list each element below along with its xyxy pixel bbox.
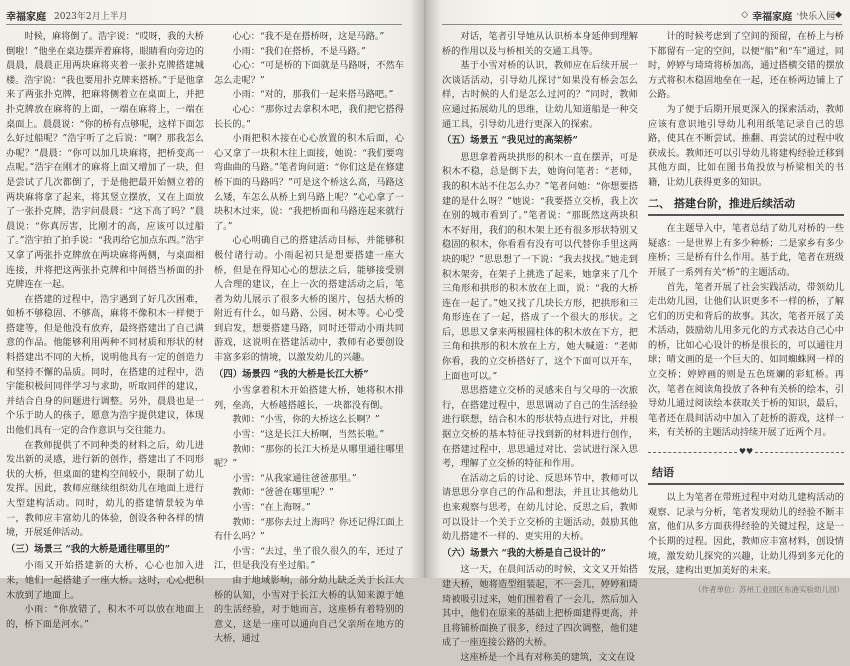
paragraph: 计的时候考虑到了空间的预留，在桥上与桥下都留有一定的空间，以便“船”和“车”通过，同时，婷婷与琦琦将桥加高，通过搭横交错的摆放方式将积木稳固地垒在一起，还在桥两边铺上了公路。 <box>648 31 844 101</box>
right-column-2 <box>648 30 844 594</box>
left-page <box>0 0 418 645</box>
left-column-2 <box>214 30 404 645</box>
paragraph: 小雪：“在上海呀。” <box>232 502 311 513</box>
subsection-heading: （三）场景三 “我的大桥是通往哪里的” <box>6 543 171 555</box>
left-column-1 <box>6 30 204 630</box>
paragraph: 心心明确自己的搭建活动目标，并能够积极付诸行动。小雨起初只是想要搭建一座大桥，但是在得知心心的想法之后，能够接受别人合理的建议，在上一次的搭建活动之后，笔者为幼儿展示了很多大桥的图片，包括大桥的附近有什么，如马路、公园、树木等。心心受到启发，想要搭建马路，同时还带动小雨共同游戏，这说明在搭建活动中，教师有必要创设丰富多彩的情境，以激发幼儿的兴趣。 <box>214 235 404 364</box>
paragraph: 小雪：“这是长江大桥啊，当然长啦。” <box>232 429 385 441</box>
divider-line <box>648 452 737 453</box>
right-column-1 <box>442 30 638 663</box>
section-title: 搭建台阶，推进后续活动 <box>674 196 795 210</box>
section-number: 二、 <box>648 196 670 210</box>
paragraph: 时候，麻将倒了。浩宇说：“哎呀，我的大桥倒啦！”他坐在桌边摆弄着麻将，眼睛看向旁边的晨晨，晨晨正用两块麻将夹着一张扑克牌搭建城楼。浩宇说：“我也要用扑克牌来搭桥。”于是他拿来了两张扑克牌，把麻将侧着立在桌面上，并把扑克牌放在麻将的上面，一端在麻将上，一端在桌面上。晨晨说：“你的桥有点够呢，这样下面怎么好过船呢？”浩宇听了之后说：“啊？那我怎么办呢？”晨晨：“你可以加几块麻将，把桥变高一点呢。”浩宇在刚才的麻将上面又增加了一块，但是尝试了几次都倒了，于是他把最开始侧立着的两块麻将拿了起来，将其竖立摆放，又在上面放了一张扑克牌，浩宇问晨晨：“这下高了吗？”晨晨说：“你真厉害，比刚才的高，应该可以过船了。”浩宇拍了拍手说：“我再给它加点东西。”浩宇又拿了两张扑克牌放在两块麻将两侧，与桌面相连接，并将把这两张扑克牌和中间搭当桥面的扑克牌连在一起。 <box>6 31 204 291</box>
author-credit: （作者单位：苏州工业园区东港实验幼儿园） <box>694 584 844 594</box>
paragraph: 心心：“可是桥的下面就是马路呀，不然车怎么走呢？” <box>214 60 404 86</box>
paragraph: 以上为笔者在带班过程中对幼儿建构活动的观察、记录与分析，笔者发现幼儿的经验不断丰富，他们从多方面获得经验的关键过程，这是一个长期的过程。因此，教师应丰富材料，创设情境，激发幼儿探究的兴趣，让幼儿得到多元化的发展，建构出更加美好的未来。 <box>648 492 844 577</box>
right-page <box>432 0 850 663</box>
paragraph: 心心：“我不是在搭桥呀，这是马路。” <box>232 31 385 42</box>
paragraph: 在教师提供了不同种类的材料之后，幼儿进发出新的灵感，进行新的创作，搭建出了不同形状的大桥，但桌面的建构空间较小，限制了幼儿发挥。因此，教师应继续组织幼儿在地面上进行大型建构活动。同时，幼儿的搭建情景较为单一，教师应丰富幼儿的体验，创设各种各样的情境，开展延伸活动。 <box>6 439 204 539</box>
left-page-header <box>6 6 402 25</box>
heart-icon: ♥♥ <box>738 447 754 457</box>
subsection-heading: （六）场景六 “我的大桥是自己设计的” <box>442 547 607 559</box>
paragraph: 在主题导入中，笔者总结了幼儿对桥的一些疑惑：一是世界上有多少种桥；二是家乡有多少座桥；三是桥有什么作用。基于此，笔者在班级开展了一系列有关“桥”的主题活动。 <box>648 223 844 278</box>
paragraph: 在活动之后的讨论、反思环节中，教师可以请思思分享自己的作品和想法，并且让其他幼儿也来观察与思考，在幼儿讨论、反思之后，教师可以设计一个关于立交桥的主题活动，鼓励其他幼儿搭建不一样的、更实用的大桥。 <box>442 472 638 543</box>
magazine-brand-right: 幸福家庭 <box>752 11 793 23</box>
header-section-label <box>741 8 842 23</box>
subsection-heading: （五）场景五 “我见过的高架桥” <box>442 135 578 147</box>
section-name: 快乐入园 <box>799 11 836 22</box>
section-title: 结语 <box>652 465 674 479</box>
paragraph: 小雨：“我们在搭桥，不是马路。” <box>232 45 366 57</box>
paragraph: 教师：“小雪，你的大桥这么长啊？” <box>232 414 380 426</box>
heart-divider <box>648 445 844 460</box>
paragraph: 思思拿着两块拱形的积木一直在摆弄，可是积木不稳，总是倒下去，她询问笔者：“老师，我的积木站不住怎么办？”笔者问她：“你想要搭建的是什么呀？”她说：“我要搭立交桥，我上次在别的城市看到了。”笔者说：“那既然这两块积木不好用，我们的积木架上还有很多形状特别又稳固的积木，你看看有没有可以代替你手里这两块的呢？”思思想了一下说：“我去找找。”她走到积木架旁，在架子上挑选了起来，她拿来了几个三角形和拱形的积木放在上面，说：“我的大桥连在一起了。”她又找了几块长方形，把拱形和三角形连在了一起，搭成了一个很大的形状。之后，思思又拿来两根圆柱体的积木放在下方，把三角和拱形的积木放在上方，她大喊道：“老师你看，我的立交桥搭好了，这个下面可以开车，上面也可以。” <box>442 151 638 382</box>
diamond-solid-icon: ◆ <box>835 10 842 20</box>
section-heading <box>648 197 844 217</box>
paragraph: 基于小雪对桥的认识，教师应在后续开展一次谈话活动，引导幼儿探讨“如果没有桥会怎么样，古时候的人们是怎么过河的？”同时，教师应通过拓展幼儿的思维，让幼儿知道船是一种交通工具，引导幼儿进行更深入的探索。 <box>442 60 638 130</box>
paragraph: 这座桥是一个具有对称美的建筑，文文在设 <box>460 651 635 663</box>
paragraph: 小雨又开始搭建新的大桥，心心也加入进来，她们一起搭建了一座大桥。这时，心心把积木放到了地面上。 <box>6 560 204 601</box>
paragraph: 小雪：“去过，坐了很久很久的车，还过了江，但是我没有坐过船。” <box>214 545 404 572</box>
paragraph: 小雨把积木接在心心放置的积木后面，心心又拿了一块积木往上面接，她说：“我们要弯弯曲曲的马路。”笔者询问道：“你们这是在修建桥下面的马路吗？”可是这个桥这么高，马路这么矮，车怎么从桥上到马路上呢？”心心拿了一块积木过来，说：“我把桥面和马路连起来就行了。” <box>214 133 404 232</box>
paragraph: 小雨：“你放错了，积木不可以放在地面上的，桥下面是河水。” <box>6 604 204 630</box>
paragraph: 这一天，在晨间活动的时候，文文又开始搭建大桥，她将造型组装起，不一会儿，婷婷和琦琦被吸引过来，她们围着看了一会儿，然后加入其中，他们在原来的基础上把桥面建得更高，并且将铺桥面换了很多，经过了四次调整，他们建成了一座连接公路的大桥。 <box>442 564 638 649</box>
paragraph: 小雨：“对的，那我们一起来搭马路吧。” <box>232 89 394 101</box>
paragraph: 小雪：“从我家通往爸爸那里。” <box>232 472 357 484</box>
right-page-header <box>442 6 842 25</box>
divider-line <box>755 452 844 453</box>
dot-separator: · <box>796 10 800 20</box>
magazine-brand: 幸福家庭 <box>6 11 46 23</box>
paragraph: 由于地域影响，部分幼儿缺乏关于长江大桥的认知，小雪对于长江大桥的认知来源于她的生活经验，对于她而言，这座桥有着特别的意义，这是一座可以通向自己父亲所在地方的大桥，通过 <box>214 574 404 645</box>
paragraph: 教师：“那你的长江大桥是从哪里通往哪里呢？” <box>214 443 404 470</box>
paragraph: 对话，笔者引导她从认识桥本身延伸到理解桥的作用以及与桥相关的交通工具等。 <box>442 31 638 57</box>
subsection-heading: （四）场景四 “我的大桥是长江大桥” <box>214 368 369 380</box>
paragraph: 在搭建的过程中，浩宇遇到了好几次困难，如桥不够稳固、不够高，麻将不像积木一样便于搭建等，但是他没有放弃，最终搭建出了自己满意的作品。他能够利用两种不同材质和形状的材料搭建出不同的大桥，说明他具有一定的创造力和坚持不懈的品质。同时，在搭建的过程中，浩宇能积极问同伴学习与求助，听取同伴的建议，并结合自身的问题进行调整。另外，晨晨也是一个乐于助人的孩子，愿意为浩宇提供建议，体现出他们具有一定的合作意识与交往能力。 <box>6 293 204 437</box>
issue-date: 2023年2月上半月 <box>54 11 128 22</box>
paragraph: 教师：“爸爸在哪里呢？” <box>232 487 334 499</box>
diamond-outline-icon: ◇ <box>741 10 749 20</box>
paragraph: 为了便于后期开展更深入的探索活动，教师应该有意识地引导幼儿利用纸笔记录自己的思路，使其在不断尝试、推翻、再尝试的过程中收获成长。教师还可以引导幼儿将建构经验迁移到其他方面，比如在图书角投放与桥梁相关的书籍，让幼儿获得更多的知识。 <box>648 103 844 188</box>
paragraph: 小雪拿着积木开始搭建大桥，她将积木排列，垒高，大桥越搭越长，一块都没有倒。 <box>214 385 404 411</box>
paragraph: 心心：“那你过去拿积木吧，我们把它搭得长长的。” <box>214 103 404 130</box>
paragraph: 思思搭建立交桥的灵感来自与父母的一次旅行，在搭建过程中，思思调动了自己的生活经验进行联想，结合积木的形状特点进行对比，并根据立交桥的基本特征寻找到新的材料进行创作，在搭建过程中，思思通过对比、尝试进行深入思考，理解了立交桥的特征和作用。 <box>442 385 638 470</box>
paragraph: 首先，笔者开展了社会实践活动，带领幼儿走出幼儿园，让他们认识更多不一样的桥，了解它们的历史和背后的故事。其次，笔者开展了美术活动，鼓励幼儿用多元化的方式表达自己心中的桥，比如心心设计的桥是很长的，可以通往月球；晴文画的是一个巨大的、如同蜘蛛网一样的立交桥；婷婷画的则是五色斑斓的彩虹桥。再次，笔者在阅读角投放了各种有关桥的绘本，引导幼儿通过阅读绘本获取关于桥的知识，最后，笔者还在晨间活动中加入了赶桥的游戏，这样一来，有关桥的主题活动持续开展了近两个月。 <box>648 281 844 439</box>
paragraph: 教师：“那你去过上海吗？你还记得江面上有什么吗？” <box>214 516 404 543</box>
section-heading <box>648 466 844 486</box>
